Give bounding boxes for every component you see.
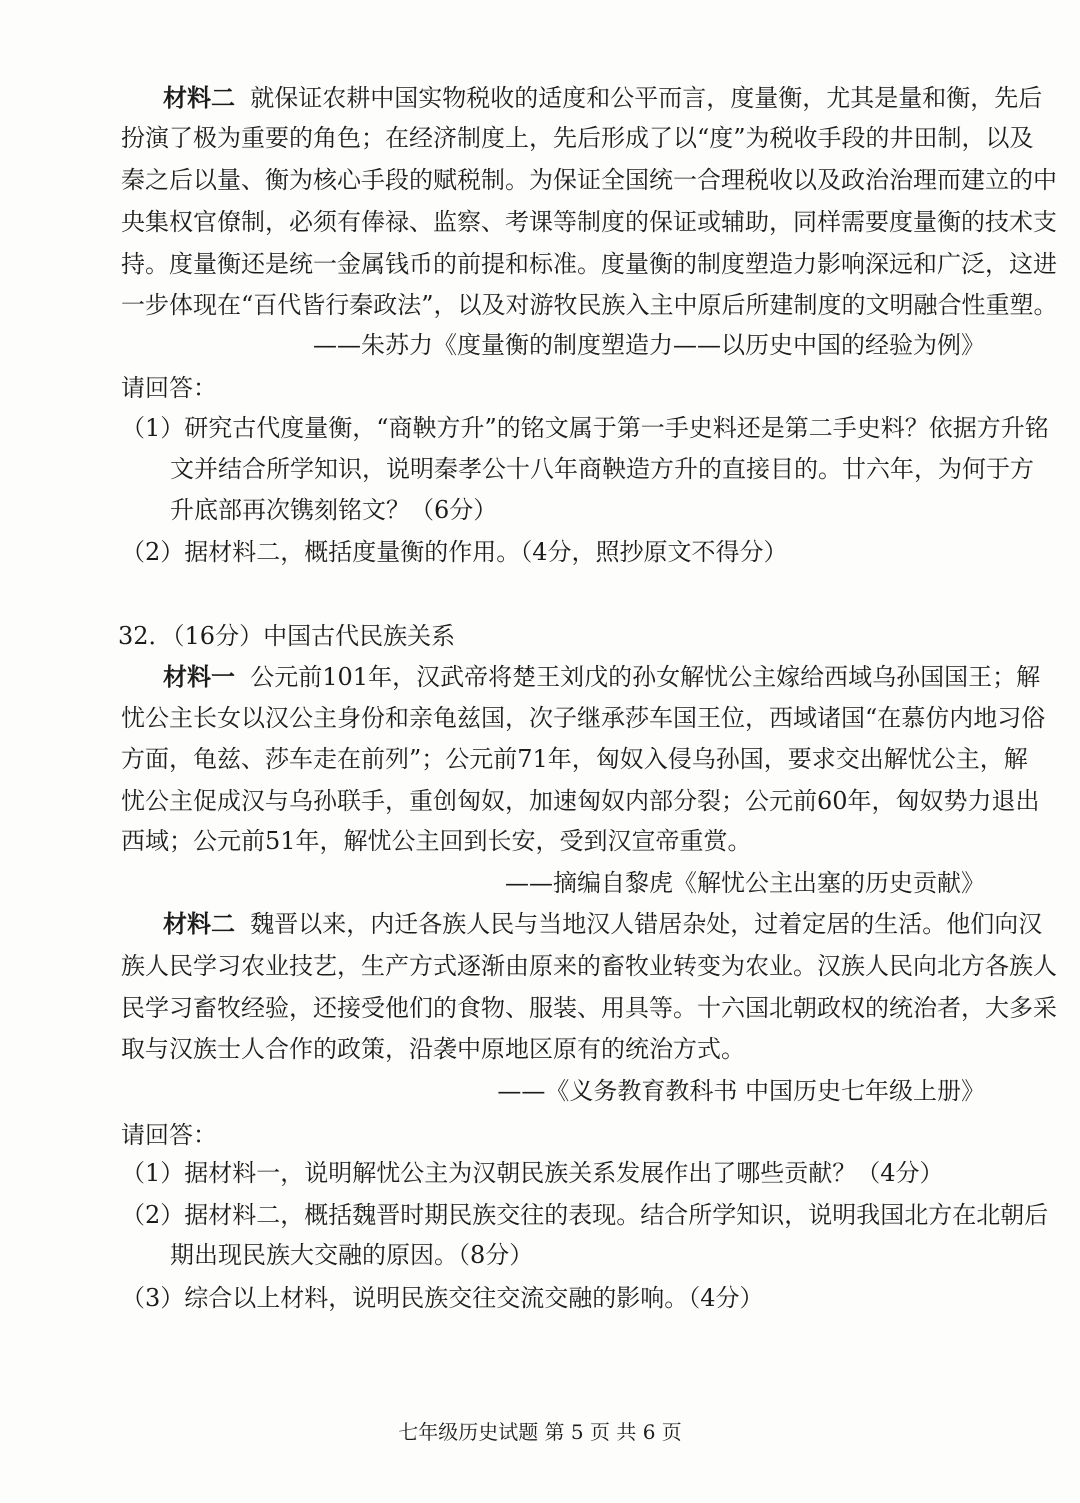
material-text-line: 忧公主长女以汉公主身份和亲龟兹国，次子继承莎车国王位，西域诸国“在慕仿内地习俗: [121, 704, 1046, 732]
material-text-line: 秦之后以量、衡为核心手段的赋税制。为保证全国统一合理税收以及政治治理而建立的中: [121, 166, 1057, 194]
question-line: （3）综合以上材料，说明民族交往交流交融的影响。（4分）: [121, 1284, 764, 1312]
material-paragraph-line: [163, 83, 1043, 113]
citation: ——朱苏力《度量衡的制度塑造力——以历史中国的经验为例》: [313, 331, 985, 359]
question-line: 期出现民族大交融的原因。（8分）: [170, 1241, 534, 1269]
citation: ——摘编自黎虎《解忧公主出塞的历史贡献》: [505, 869, 985, 897]
material-paragraph-line: [163, 909, 1043, 939]
material-label: 材料一: [163, 662, 235, 691]
material-text-line: 央集权官僚制，必须有俸禄、监察、考课等制度的保证或辅助，同样需要度量衡的技术支: [121, 208, 1057, 236]
material-label: 材料二: [163, 83, 235, 112]
question-line: （2）据材料二，概括魏晋时期民族交往的表现。结合所学知识，说明我国北方在北朝后: [121, 1201, 1049, 1229]
material-label: 材料二: [163, 909, 235, 938]
question-line: （2）据材料二，概括度量衡的作用。（4分，照抄原文不得分）: [121, 538, 788, 566]
page-footer: 七年级历史试题 第 5 页 共 6 页: [398, 1420, 682, 1444]
material-text-line: 族人民学习农业技艺，生产方式逐渐由原来的畜牧业转变为农业。汉族人民向北方各族人: [121, 952, 1057, 980]
material-text-line: 忧公主促成汉与乌孙联手，重创匈奴，加速匈奴内部分裂；公元前60年，匈奴势力退出: [121, 787, 1040, 815]
question-line: （1）研究古代度量衡，“商鞅方升”的铭文属于第一手史料还是第二手史料？依据方升铭: [121, 414, 1049, 442]
material-text: 魏晋以来，内迁各族人民与当地汉人错居杂处，过着定居的生活。他们向汉: [250, 910, 1043, 938]
material-text-line: 取与汉族士人合作的政策，沿袭中原地区原有的统治方式。: [121, 1035, 745, 1063]
question-line: （1）据材料一，说明解忧公主为汉朝民族关系发展作出了哪些贡献？（4分）: [121, 1159, 944, 1187]
material-text: 就保证农耕中国实物税收的适度和公平而言，度量衡，尤其是量和衡，先后: [250, 84, 1043, 112]
material-text-line: 扮演了极为重要的角色；在经济制度上，先后形成了以“度”为税收手段的井田制，以及: [121, 124, 1034, 152]
material-text-line: 西域；公元前51年，解忧公主回到长安，受到汉宣帝重赏。: [121, 827, 752, 855]
material-text-line: 一步体现在“百代皆行秦政法”，以及对游牧民族入主中原后所建制度的文明融合性重塑。: [121, 291, 1058, 319]
citation: ——《义务教育教科书 中国历史七年级上册》: [497, 1077, 985, 1105]
question-heading: 32．（16分）中国古代民族关系: [118, 622, 456, 650]
material-text-line: 方面，龟兹、莎车走在前列”；公元前71年，匈奴入侵乌孙国，要求交出解忧公主，解: [121, 745, 1028, 773]
question-line: 升底部再次镌刻铭文？（6分）: [170, 496, 498, 524]
material-text-line: 民学习畜牧经验，还接受他们的食物、服装、用具等。十六国北朝政权的统治者，大多采: [121, 994, 1057, 1022]
material-text-line: 持。度量衡还是统一金属钱币的前提和标准。度量衡的制度塑造力影响深远和广泛，这进: [121, 250, 1057, 278]
question-line: 文并结合所学知识，说明秦孝公十八年商鞅造方升的直接目的。廿六年，为何于方: [170, 455, 1034, 483]
prompt-heading: 请回答：: [121, 374, 217, 402]
material-text: 公元前101年，汉武帝将楚王刘戊的孙女解忧公主嫁给西域乌孙国国王；解: [250, 663, 1041, 691]
material-paragraph-line: [163, 662, 1041, 692]
prompt-heading: 请回答：: [121, 1121, 217, 1149]
